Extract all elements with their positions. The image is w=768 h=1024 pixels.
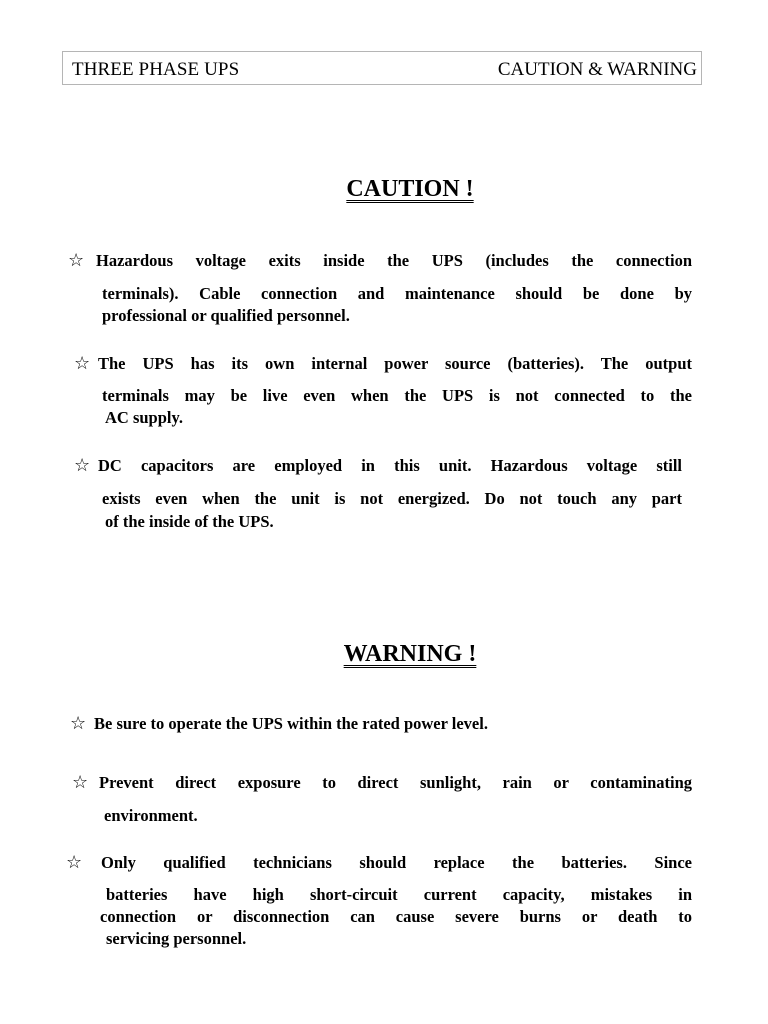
warning-item-2-line-1: Prevent direct exposure to direct sunlight, rain or contaminating (99, 773, 692, 792)
star-bullet-icon: ☆ (74, 353, 91, 374)
caution-item-2-line-1: The UPS has its own internal power source (batteries). The output (98, 354, 692, 373)
warning-heading (0, 641, 768, 668)
caution-item-1-line-3: professional or qualified personnel. (102, 306, 350, 325)
caution-item-2-line-2: terminals may be live even when the UPS is not connected to the (102, 386, 692, 405)
warning-item-2-line-2: environment. (104, 806, 198, 825)
header-section-title: CAUTION & WARNING (497, 59, 697, 80)
caution-item-1-line-1: Hazardous voltage exits inside the UPS (includes the connection (96, 251, 692, 270)
warning-item-3-line-4: servicing personnel. (106, 929, 247, 948)
star-bullet-icon: ☆ (66, 852, 83, 873)
caution-item-3-line-2: exists even when the unit is not energized. Do not touch any part (102, 489, 682, 508)
star-bullet-icon: ☆ (72, 772, 89, 793)
warning-item-3-line-2: batteries have high short-circuit current capacity, mistakes in (106, 885, 692, 904)
warning-heading-text: WARNING ! (343, 641, 477, 667)
star-bullet-icon: ☆ (74, 455, 91, 476)
page-header (62, 51, 702, 85)
warning-item-1-line-1: Be sure to operate the UPS within the rated power level. (94, 714, 488, 733)
caution-item-3-line-1: DC capacitors are employed in this unit. Hazardous voltage still (98, 456, 682, 475)
caution-heading (0, 176, 768, 203)
warning-item-3-line-1: Only qualified technicians should replace the batteries. Since (101, 853, 692, 872)
warning-item-3-line-3: connection or disconnection can cause severe burns or death to (100, 907, 692, 926)
caution-item-3-line-3: of the inside of the UPS. (105, 512, 274, 531)
star-bullet-icon: ☆ (70, 713, 87, 734)
caution-item-2-line-3: AC supply. (105, 408, 183, 427)
caution-item-1-line-2: terminals). Cable connection and maintenance should be done by (102, 284, 692, 303)
star-bullet-icon: ☆ (68, 250, 85, 271)
caution-heading-text: CAUTION ! (346, 176, 474, 202)
header-product-title: THREE PHASE UPS (72, 59, 240, 80)
